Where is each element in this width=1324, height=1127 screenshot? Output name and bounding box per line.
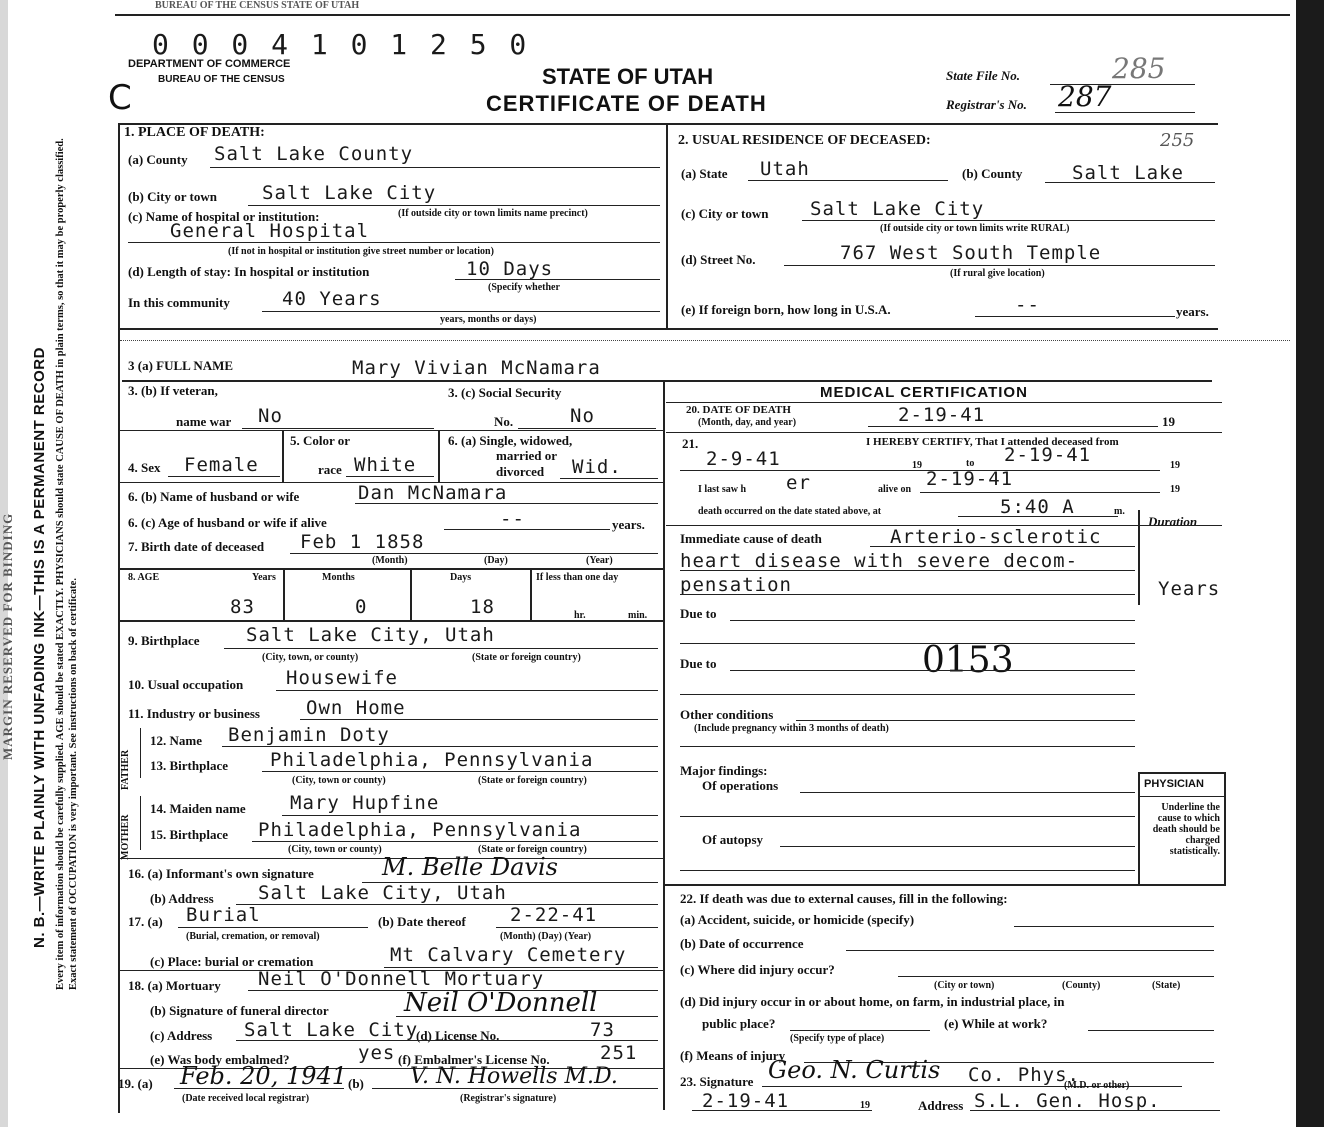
sex-value: Female	[184, 454, 259, 476]
residence-label: 2. USUAL RESIDENCE OF DECEASED:	[678, 133, 931, 148]
birthplace-value: Salt Lake City, Utah	[246, 624, 495, 646]
residence-mark: 255	[1160, 130, 1195, 151]
burial-method: Burial	[186, 904, 261, 926]
spouse-value: Dan McNamara	[358, 482, 508, 504]
informant-signature: M. Belle Davis	[382, 853, 558, 881]
res-state-value: Utah	[760, 158, 810, 180]
where-note-1: (City or town)	[934, 980, 995, 991]
occurrence-date-label: (b) Date of occurrence	[680, 936, 804, 951]
director-signature: Neil O'Donnell	[404, 988, 598, 1018]
alive-on-label: alive on	[878, 484, 912, 495]
full-name-value: Mary Vivian McNamara	[352, 357, 601, 379]
res-county-label: (b) County	[962, 166, 1023, 181]
mother-bp-note-1: (City, town or county)	[288, 844, 382, 855]
public-place-label: public place?	[702, 1016, 776, 1031]
burial-note-1: (Burial, cremation, or removal)	[186, 931, 320, 942]
burial-note-2: (Month) (Day) (Year)	[500, 931, 592, 942]
registrar-label: Registrar's No.	[946, 97, 1027, 112]
certificate-number: 0 0 0 4 1 0 1 2 5 0	[152, 28, 530, 61]
mortuary-value: Neil O'Donnell Mortuary	[258, 968, 545, 990]
mother-name-value: Mary Hupfine	[290, 792, 440, 814]
physician-title: Co. Phys.	[968, 1064, 1080, 1086]
alive-19: 19	[1170, 484, 1180, 495]
war-value: No	[258, 405, 283, 427]
registrar-signature: V. N. Howells M.D.	[410, 1064, 618, 1089]
major-findings-label: Major findings:	[680, 763, 768, 778]
spouse-age-label: 6. (c) Age of husband or wife if alive	[128, 515, 327, 530]
age-months-label: Months	[322, 572, 355, 583]
state-file-label: State File No.	[946, 68, 1021, 83]
embalmer-license-value: 251	[600, 1042, 638, 1064]
min-label: min.	[628, 610, 648, 621]
community-note: years, months or days)	[440, 314, 537, 325]
color-label: 5. Color or	[290, 433, 351, 448]
certificate-title: CERTIFICATE OF DEATH	[486, 91, 767, 116]
industry-label: 11. Industry or business	[128, 706, 260, 721]
sex-label: 4. Sex	[128, 460, 161, 475]
burial-date-label: (b) Date thereof	[378, 914, 466, 929]
last-saw-label: I last saw h	[698, 484, 747, 495]
res-state-label: (a) State	[681, 166, 728, 181]
embalmed-value: yes	[358, 1042, 396, 1064]
top-strip-text: BUREAU OF THE CENSUS STATE OF UTAH	[155, 0, 360, 11]
where-note-3: (State)	[1152, 980, 1181, 991]
license-value: 73	[590, 1019, 615, 1041]
registrar-date-value: Feb. 20, 1941	[180, 1062, 348, 1090]
duration-value: Years	[1158, 578, 1221, 600]
veteran-label: 3. (b) If veteran,	[128, 383, 218, 398]
birth-month-note: (Month)	[372, 555, 408, 566]
age-days-label: Days	[450, 572, 472, 583]
due-to-label-2: Due to	[680, 656, 717, 671]
war-label: name war	[176, 414, 232, 429]
stay-value: 10 Days	[466, 258, 554, 280]
registrar-date-label: 19. (a)	[118, 1076, 153, 1091]
place-label: 1. PLACE OF DEATH:	[124, 125, 265, 140]
res-city-note: (If outside city or town limits write RURAL)	[880, 223, 1070, 234]
where-label: (c) Where did injury occur?	[680, 962, 835, 977]
community-label: In this community	[128, 295, 230, 310]
permanent-record-text: N. B.—WRITE PLAINLY WITH UNFADING INK—THIS IS A PERMANENT RECORD	[31, 347, 48, 948]
spouse-age-value: --	[500, 508, 525, 530]
attended-to: 2-19-41	[1004, 444, 1092, 466]
mother-side-label: MOTHER	[120, 814, 131, 860]
age-months-value: 0	[355, 596, 368, 618]
burial-date-value: 2-22-41	[510, 904, 598, 926]
state-file-number: 285	[1112, 52, 1166, 85]
embalmer-license-label: (f) Embalmer's License No.	[398, 1052, 550, 1067]
corner-mark: C	[108, 78, 132, 118]
physician-title-note: (M.D. or other)	[1064, 1080, 1130, 1091]
alive-on-value: 2-19-41	[926, 468, 1014, 490]
duration-label: Duration	[1148, 514, 1198, 529]
father-name-value: Benjamin Doty	[228, 724, 390, 746]
registrar-b-label: (b)	[348, 1076, 364, 1091]
occupation-label: 10. Usual occupation	[128, 677, 244, 692]
spouse-label: 6. (b) Name of husband or wife	[128, 489, 300, 504]
scan-edge	[1296, 0, 1324, 1127]
mortuary-label: 18. (a) Mortuary	[128, 978, 221, 993]
mother-bp-value: Philadelphia, Pennsylvania	[258, 819, 582, 841]
informant-address-label: (b) Address	[150, 891, 214, 906]
full-name-label: 3 (a) FULL NAME	[128, 358, 234, 373]
director-label: (b) Signature of funeral director	[150, 1003, 329, 1018]
mother-bp-note-2: (State or foreign country)	[478, 844, 587, 855]
attended-19: 19	[912, 460, 922, 471]
physician-signature: Geo. N. Curtis	[768, 1056, 941, 1084]
cause-code: 0153	[922, 640, 1014, 681]
hospital-label: (c) Name of hospital or institution:	[128, 209, 320, 224]
father-bp-label: 13. Birthplace	[150, 758, 228, 773]
mother-bp-label: 15. Birthplace	[150, 827, 228, 842]
foreign-value: --	[1015, 294, 1040, 316]
cause-line-2: heart disease with severe decom-	[680, 550, 1079, 572]
birthplace-label: 9. Birthplace	[128, 633, 200, 648]
registrar-sig-note: (Registrar's signature)	[460, 1093, 557, 1104]
margin-reserved-text: MARGIN RESERVED FOR BINDING	[0, 512, 15, 760]
underline-note-text: Underline the cause to which death should be charged statistically.	[1152, 802, 1220, 857]
mortuary-address-value: Salt Lake City	[244, 1019, 419, 1041]
father-bp-note-2: (State or foreign country)	[478, 775, 587, 786]
other-conditions-note: (Include pregnancy within 3 months of death)	[694, 723, 889, 734]
stay-label: (d) Length of stay: In hospital or institution	[128, 264, 370, 279]
father-name-label: 12. Name	[150, 733, 202, 748]
birthplace-note-1: (City, town, or county)	[262, 652, 359, 663]
mortuary-address-label: (c) Address	[150, 1028, 213, 1043]
due-to-label-1: Due to	[680, 606, 717, 621]
medical-title: MEDICAL CERTIFICATION	[820, 384, 1028, 401]
race-label: race	[318, 462, 342, 477]
street-value: 767 West South Temple	[840, 242, 1102, 264]
hospital-note-2: (If not in hospital or institution give street number or location)	[228, 246, 494, 257]
immediate-cause-label: Immediate cause of death	[680, 531, 822, 546]
specify-note: (Specify whether	[488, 282, 560, 293]
operations-label: Of operations	[702, 778, 779, 793]
street-note: (If rural give location)	[950, 268, 1045, 279]
death-date-value: 2-19-41	[898, 404, 986, 426]
res-county-value: Salt Lake	[1072, 162, 1184, 184]
city-value: Salt Lake City	[262, 182, 437, 204]
marital-label-3: divorced	[496, 464, 545, 479]
embalmed-label: (e) Was body embalmed?	[150, 1052, 290, 1067]
marital-value: Wid.	[572, 456, 622, 478]
n21-label: 21.	[682, 436, 699, 451]
instructions-body: Every item of information should be carefully supplied. AGE should be stated EXACTLY. PHYSICIANS should state CAUSE OF DEATH in plain terms, so that it may be properly classified. Exact statement of OCCUPATION is very important. See instructions on back of certificate.	[55, 138, 79, 990]
means-label: (f) Means of injury	[680, 1048, 786, 1063]
bureau-label: BUREAU OF THE CENSUS	[158, 74, 285, 85]
foreign-label: (e) If foreign born, how long in U.S.A.	[681, 302, 891, 317]
ss-no-label: No.	[494, 414, 514, 429]
external-label: 22. If death was due to external causes, fill in the following:	[680, 891, 1008, 906]
marital-label: 6. (a) Single, widowed,	[448, 433, 573, 448]
death-time: 5:40 A	[1000, 496, 1075, 518]
hospital-value: General Hospital	[170, 220, 370, 242]
cause-line-3: pensation	[680, 574, 792, 596]
hospital-note: (If outside city or town limits name precinct)	[398, 208, 588, 219]
to-label: to	[966, 458, 975, 469]
city-label: (b) City or town	[128, 189, 217, 204]
less-day-label: If less than one day	[536, 572, 619, 583]
spouse-age-unit: years.	[612, 517, 645, 532]
signature-address: S.L. Gen. Hosp.	[974, 1090, 1161, 1112]
state-title: STATE OF UTAH	[542, 64, 714, 89]
burial-place-label: (c) Place: burial or cremation	[150, 954, 314, 969]
occurred-label: death occurred on the date stated above, at	[698, 506, 882, 517]
accident-label: (a) Accident, suicide, or homicide (specify)	[680, 912, 915, 927]
birth-label: 7. Birth date of deceased	[128, 539, 265, 554]
ss-label: 3. (c) Social Security	[448, 385, 562, 400]
attended-19-b: 19	[1170, 460, 1180, 471]
birthplace-note-2: (State or foreign country)	[472, 652, 581, 663]
certify-label: I HEREBY CERTIFY, That I attended deceased from	[866, 436, 1119, 448]
physician-label: PHYSICIAN	[1144, 778, 1204, 790]
license-label: (d) License No.	[416, 1028, 500, 1043]
county-label: (a) County	[128, 152, 188, 167]
res-city-label: (c) City or town	[681, 206, 769, 221]
signature-address-label: Address	[918, 1098, 964, 1113]
occupation-value: Housewife	[286, 667, 398, 689]
county-value: Salt Lake County	[214, 143, 414, 165]
community-value: 40 Years	[282, 288, 382, 310]
foreign-unit: years.	[1176, 304, 1209, 319]
race-value: White	[354, 454, 417, 476]
burial-place-value: Mt Calvary Cemetery	[390, 944, 627, 966]
res-city-value: Salt Lake City	[810, 198, 985, 220]
birth-day-note: (Day)	[484, 555, 508, 566]
last-saw-value: er	[786, 472, 811, 494]
age-days-value: 18	[470, 596, 495, 618]
registrar-number: 287	[1058, 80, 1112, 113]
burial-label: 17. (a)	[128, 914, 163, 929]
specify-place-note: (Specify type of place)	[790, 1033, 885, 1044]
age-years-label: Years	[252, 572, 276, 583]
ss-value: No	[570, 405, 595, 427]
where-note-2: (County)	[1062, 980, 1101, 991]
death-date-label: 20. DATE OF DEATH	[686, 404, 791, 416]
mother-name-label: 14. Maiden name	[150, 801, 246, 816]
death-date-note: (Month, day, and year)	[698, 417, 797, 428]
marital-label-2: married or	[496, 448, 558, 463]
registrar-date-note: (Date received local registrar)	[182, 1093, 310, 1104]
signature-date: 2-19-41	[702, 1090, 790, 1112]
age-label: 8. AGE	[128, 572, 160, 583]
underline-note	[1142, 802, 1220, 857]
birth-value: Feb 1 1858	[300, 531, 425, 553]
dept-label: DEPARTMENT OF COMMERCE	[128, 58, 291, 70]
m-label: m.	[1114, 506, 1125, 517]
other-conditions-label: Other conditions	[680, 707, 774, 722]
informant-address-value: Salt Lake City, Utah	[258, 882, 507, 904]
cause-line-1: Arterio-sclerotic	[890, 526, 1102, 548]
instructions-text	[54, 130, 80, 990]
father-bp-note-1: (City, town or county)	[292, 775, 386, 786]
death-date-19: 19	[1162, 414, 1175, 429]
autopsy-label: Of autopsy	[702, 832, 764, 847]
hr-label: hr.	[574, 610, 586, 621]
father-side-label: FATHER	[120, 749, 131, 790]
informant-label: 16. (a) Informant's own signature	[128, 866, 314, 881]
father-bp-value: Philadelphia, Pennsylvania	[270, 749, 594, 771]
street-label: (d) Street No.	[681, 252, 756, 267]
signature-label: 23. Signature	[680, 1074, 754, 1089]
birth-year-note: (Year)	[586, 555, 613, 566]
age-years-value: 83	[230, 596, 255, 618]
attended-from: 2-9-41	[706, 448, 781, 470]
industry-value: Own Home	[306, 697, 406, 719]
signature-19: 19	[860, 1100, 870, 1111]
at-work-label: (e) While at work?	[944, 1016, 1048, 1031]
home-label: (d) Did injury occur in or about home, on farm, in industrial place, in	[680, 994, 1065, 1009]
